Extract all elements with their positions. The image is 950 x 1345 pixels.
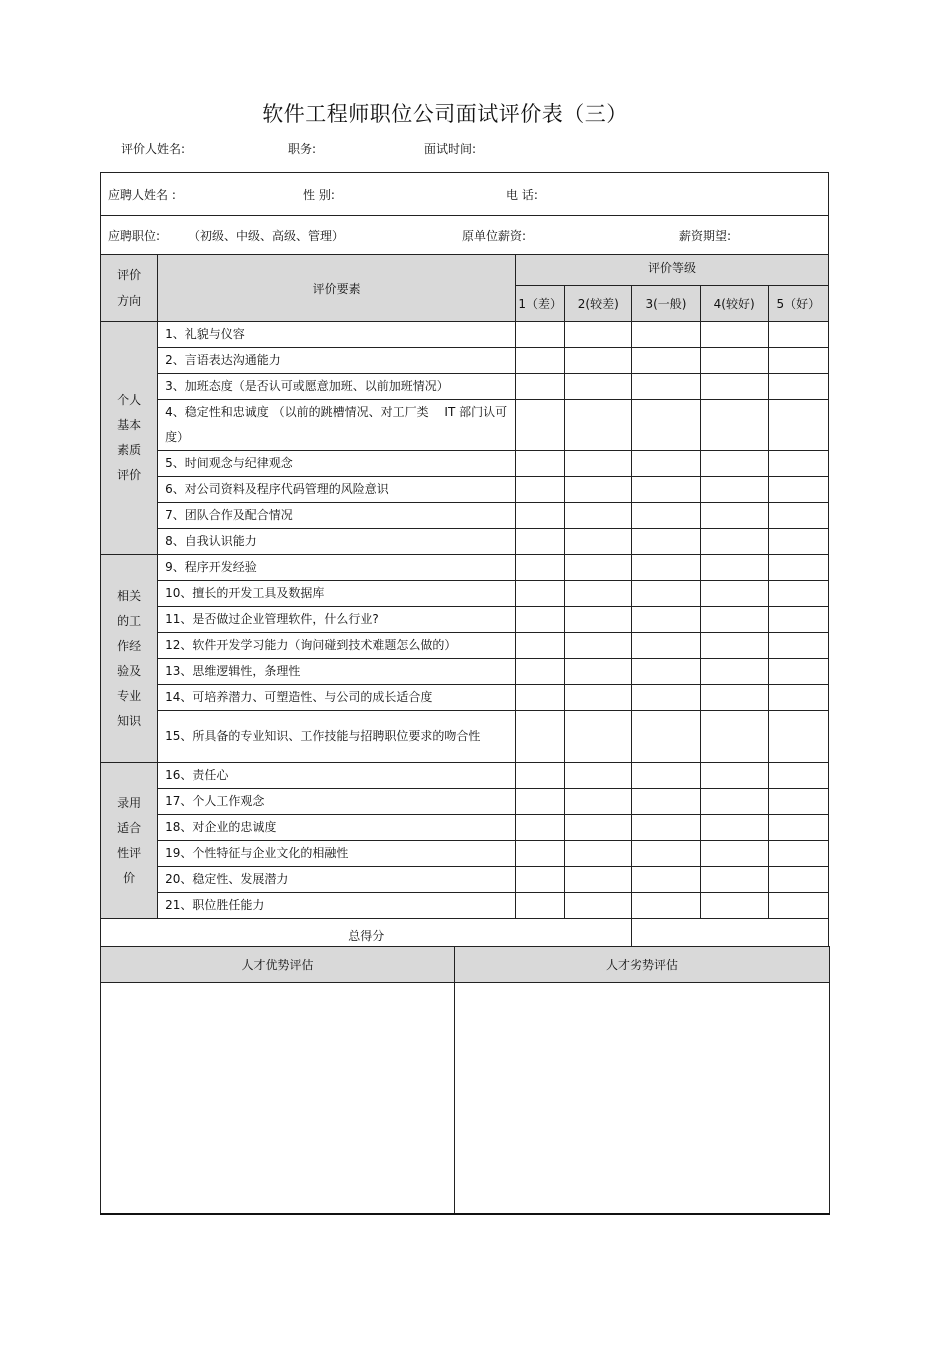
- score-cell-level-3[interactable]: [632, 659, 700, 685]
- criteria-row: [101, 503, 829, 529]
- criteria-row: [101, 867, 829, 893]
- criteria-row: [101, 400, 829, 451]
- score-cell-level-4[interactable]: [700, 815, 768, 841]
- score-cell-level-5[interactable]: [768, 400, 828, 451]
- score-cell-level-3[interactable]: [632, 477, 700, 503]
- score-cell-level-2[interactable]: [565, 322, 632, 348]
- score-cell-level-1[interactable]: [516, 815, 565, 841]
- score-cell-level-4[interactable]: [700, 477, 768, 503]
- criteria-row: [101, 374, 829, 400]
- score-cell-level-3[interactable]: [632, 529, 700, 555]
- score-cell-level-3[interactable]: [632, 374, 700, 400]
- score-cell-level-5[interactable]: [768, 607, 828, 633]
- score-cell-level-5[interactable]: [768, 867, 828, 893]
- score-cell-level-2[interactable]: [565, 555, 632, 581]
- weakness-header: 人才劣势评估: [455, 947, 830, 983]
- criteria-label: 1、礼貌与仪容: [158, 322, 516, 348]
- score-cell-level-1[interactable]: [516, 322, 565, 348]
- score-cell-level-4[interactable]: [700, 763, 768, 789]
- score-cell-level-4[interactable]: [700, 685, 768, 711]
- score-cell-level-4[interactable]: [700, 659, 768, 685]
- total-score-label: 总得分: [101, 919, 632, 952]
- score-cell-level-3[interactable]: [632, 400, 700, 451]
- criteria-row: [101, 322, 829, 348]
- score-cell-level-3[interactable]: [632, 893, 700, 919]
- elements-header: 评价要素: [158, 255, 516, 322]
- score-cell-level-1[interactable]: [516, 893, 565, 919]
- criteria-label: 17、个人工作观念: [158, 789, 516, 815]
- score-cell-level-3[interactable]: [632, 815, 700, 841]
- category-label-line: 评价: [117, 468, 142, 482]
- score-cell-level-5[interactable]: [768, 555, 828, 581]
- score-cell-level-2[interactable]: [565, 867, 632, 893]
- category-label-line: 的工: [117, 613, 142, 628]
- criteria-label: 10、擅长的开发工具及数据库: [158, 581, 516, 607]
- criteria-row: [101, 451, 829, 477]
- criteria-label: 16、责任心: [158, 763, 516, 789]
- criteria-label: 21、职位胜任能力: [158, 893, 516, 919]
- job-levels-text: （初级、中级、高级、管理）: [188, 228, 345, 243]
- score-cell-level-2[interactable]: [565, 789, 632, 815]
- criteria-label: 19、个性特征与企业文化的相融性: [158, 841, 516, 867]
- category-label-line: 基本: [117, 418, 142, 432]
- strength-header: 人才优势评估: [101, 947, 455, 983]
- score-cell-level-4[interactable]: [700, 322, 768, 348]
- score-cell-level-1[interactable]: [516, 633, 565, 659]
- criteria-label: 3、加班态度（是否认可或愿意加班、以前加班情况）: [158, 374, 516, 400]
- score-cell-level-4[interactable]: [700, 893, 768, 919]
- score-cell-level-5[interactable]: [768, 503, 828, 529]
- score-cell-level-2[interactable]: [565, 503, 632, 529]
- criteria-row: [101, 633, 829, 659]
- category-cell: [101, 322, 158, 555]
- score-cell-level-1[interactable]: [516, 659, 565, 685]
- score-cell-level-5[interactable]: [768, 841, 828, 867]
- score-cell-level-2[interactable]: [565, 400, 632, 451]
- score-cell-level-2[interactable]: [565, 763, 632, 789]
- criteria-label: 20、稳定性、发展潜力: [158, 867, 516, 893]
- category-cell: [101, 763, 158, 919]
- category-cell: [101, 555, 158, 763]
- score-cell-level-2[interactable]: [565, 815, 632, 841]
- evaluator-name-label: 评价人姓名:: [121, 142, 186, 156]
- category-label-line: 素质: [117, 443, 142, 457]
- score-cell-level-2[interactable]: [565, 659, 632, 685]
- criteria-label: 2、言语表达沟通能力: [158, 348, 516, 374]
- criteria-label: 15、所具备的专业知识、工作技能与招聘职位要求的吻合性: [158, 711, 516, 763]
- score-cell-level-4[interactable]: [700, 711, 768, 763]
- score-cell-level-2[interactable]: [565, 633, 632, 659]
- score-cell-level-1[interactable]: [516, 477, 565, 503]
- score-cell-level-4[interactable]: [700, 841, 768, 867]
- score-cell-level-2[interactable]: [565, 607, 632, 633]
- evaluation-form: [100, 172, 829, 952]
- score-cell-level-1[interactable]: [516, 374, 565, 400]
- score-cell-level-5[interactable]: [768, 815, 828, 841]
- score-cell-level-1[interactable]: [516, 581, 565, 607]
- score-cell-level-4[interactable]: [700, 374, 768, 400]
- prev-salary-label: 原单位薪资:: [462, 228, 527, 243]
- criteria-row: [101, 841, 829, 867]
- score-cell-level-1[interactable]: [516, 711, 565, 763]
- criteria-row: [101, 348, 829, 374]
- score-cell-level-5[interactable]: [768, 529, 828, 555]
- category-label-line: 个人: [117, 393, 142, 407]
- applicant-gender-label: 性 别:: [303, 187, 335, 202]
- criteria-row: [101, 789, 829, 815]
- applicant-name-label: 应聘人姓名 :: [108, 187, 176, 202]
- score-cell-level-4[interactable]: [700, 789, 768, 815]
- score-cell-level-3[interactable]: [632, 867, 700, 893]
- criteria-row: [101, 607, 829, 633]
- level-5-header: 5（好）: [768, 286, 828, 322]
- category-label-line: 录用: [117, 795, 142, 810]
- score-cell-level-2[interactable]: [565, 529, 632, 555]
- level-4-header: 4(较好): [700, 286, 768, 322]
- criteria-row: [101, 477, 829, 503]
- header-row-1: [101, 255, 829, 286]
- score-cell-level-3[interactable]: [632, 685, 700, 711]
- level-3-header: 3(一般): [632, 286, 700, 322]
- score-cell-level-3[interactable]: [632, 607, 700, 633]
- score-cell-level-1[interactable]: [516, 348, 565, 374]
- talent-assessment-table: [100, 946, 830, 1215]
- score-cell-level-5[interactable]: [768, 685, 828, 711]
- score-cell-level-3[interactable]: [632, 503, 700, 529]
- category-label-line: 知识: [117, 713, 142, 728]
- score-cell-level-3[interactable]: [632, 841, 700, 867]
- score-cell-level-1[interactable]: [516, 841, 565, 867]
- score-cell-level-4[interactable]: [700, 581, 768, 607]
- score-cell-level-4[interactable]: [700, 867, 768, 893]
- criteria-label: 18、对企业的忠诚度: [158, 815, 516, 841]
- score-cell-level-4[interactable]: [700, 400, 768, 451]
- criteria-row: [101, 529, 829, 555]
- category-label-line: 价: [123, 870, 136, 885]
- criteria-label: 14、可培养潜力、可塑造性、与公司的成长适合度: [158, 685, 516, 711]
- criteria-label: 9、程序开发经验: [158, 555, 516, 581]
- criteria-row: [101, 763, 829, 789]
- score-cell-level-2[interactable]: [565, 581, 632, 607]
- criteria-row: [101, 581, 829, 607]
- score-cell-level-3[interactable]: [632, 711, 700, 763]
- weakness-area[interactable]: [455, 983, 830, 1214]
- score-cell-level-1[interactable]: [516, 607, 565, 633]
- score-cell-level-5[interactable]: [768, 581, 828, 607]
- score-cell-level-1[interactable]: [516, 555, 565, 581]
- score-cell-level-5[interactable]: [768, 633, 828, 659]
- score-cell-level-5[interactable]: [768, 322, 828, 348]
- score-cell-level-3[interactable]: [632, 451, 700, 477]
- criteria-row: [101, 711, 829, 763]
- score-cell-level-3[interactable]: [632, 763, 700, 789]
- assessment-body-row: [101, 983, 830, 1214]
- job-info-row: [101, 216, 829, 255]
- interview-time-label: 面试时间:: [424, 142, 477, 156]
- assessment-header-row: [101, 947, 830, 983]
- criteria-label: 5、时间观念与纪律观念: [158, 451, 516, 477]
- score-cell-level-2[interactable]: [565, 893, 632, 919]
- evaluator-position-label: 职务:: [288, 142, 317, 156]
- score-cell-level-5[interactable]: [768, 659, 828, 685]
- score-cell-level-1[interactable]: [516, 685, 565, 711]
- score-cell-level-2[interactable]: [565, 711, 632, 763]
- score-cell-level-4[interactable]: [700, 633, 768, 659]
- category-label-line: 适合: [117, 820, 142, 835]
- level-2-header: 2(较差): [565, 286, 632, 322]
- score-cell-level-4[interactable]: [700, 555, 768, 581]
- strength-area[interactable]: [101, 983, 455, 1214]
- score-cell-level-5[interactable]: [768, 763, 828, 789]
- score-cell-level-5[interactable]: [768, 348, 828, 374]
- criteria-label: 13、思维逻辑性，条理性: [158, 659, 516, 685]
- criteria-row: [101, 815, 829, 841]
- score-cell-level-1[interactable]: [516, 503, 565, 529]
- category-label-line: 作经: [117, 638, 142, 653]
- direction-header: 评价 方向: [101, 255, 158, 322]
- expected-salary-label: 薪资期望:: [679, 228, 732, 243]
- criteria-label: 6、对公司资料及程序代码管理的风险意识: [158, 477, 516, 503]
- job-position-label: 应聘职位:: [108, 228, 161, 243]
- applicant-info-cell[interactable]: [101, 173, 829, 216]
- score-cell-level-5[interactable]: [768, 374, 828, 400]
- score-cell-level-4[interactable]: [700, 503, 768, 529]
- score-cell-level-2[interactable]: [565, 477, 632, 503]
- score-cell-level-3[interactable]: [632, 555, 700, 581]
- criteria-row: [101, 893, 829, 919]
- criteria-label: 7、团队合作及配合情况: [158, 503, 516, 529]
- applicant-info-row: [101, 173, 829, 216]
- score-cell-level-1[interactable]: [516, 763, 565, 789]
- score-cell-level-2[interactable]: [565, 685, 632, 711]
- category-label-line: 性评: [117, 845, 142, 860]
- score-cell-level-2[interactable]: [565, 374, 632, 400]
- criteria-row: [101, 659, 829, 685]
- score-cell-level-4[interactable]: [700, 529, 768, 555]
- score-cell-level-1[interactable]: [516, 789, 565, 815]
- category-label-line: 验及: [117, 663, 142, 678]
- score-cell-level-4[interactable]: [700, 348, 768, 374]
- score-cell-level-1[interactable]: [516, 867, 565, 893]
- score-cell-level-5[interactable]: [768, 893, 828, 919]
- score-cell-level-1[interactable]: [516, 400, 565, 451]
- score-cell-level-2[interactable]: [565, 841, 632, 867]
- applicant-phone-label: 电 话:: [506, 187, 538, 202]
- score-cell-level-2[interactable]: [565, 451, 632, 477]
- score-cell-level-4[interactable]: [700, 451, 768, 477]
- score-cell-level-3[interactable]: [632, 633, 700, 659]
- score-cell-level-1[interactable]: [516, 451, 565, 477]
- score-cell-level-5[interactable]: [768, 477, 828, 503]
- page-title: 软件工程师职位公司面试评价表（三）: [262, 102, 628, 126]
- criteria-label: 11、是否做过企业管理软件，什么行业?: [158, 607, 516, 633]
- score-cell-level-5[interactable]: [768, 789, 828, 815]
- score-cell-level-4[interactable]: [700, 607, 768, 633]
- score-cell-level-3[interactable]: [632, 581, 700, 607]
- criteria-label: 8、自我认识能力: [158, 529, 516, 555]
- score-cell-level-3[interactable]: [632, 322, 700, 348]
- criteria-row: [101, 685, 829, 711]
- category-label-line: 专业: [117, 688, 142, 703]
- grade-header: 评价等级: [516, 255, 829, 286]
- category-label-line: 相关: [117, 588, 142, 603]
- score-cell-level-5[interactable]: [768, 711, 828, 763]
- score-cell-level-5[interactable]: [768, 451, 828, 477]
- score-cell-level-2[interactable]: [565, 348, 632, 374]
- level-1-header: 1（差）: [516, 286, 565, 322]
- score-cell-level-1[interactable]: [516, 529, 565, 555]
- job-info-cell[interactable]: [101, 216, 829, 255]
- criteria-row: [101, 555, 829, 581]
- score-cell-level-3[interactable]: [632, 348, 700, 374]
- score-cell-level-3[interactable]: [632, 789, 700, 815]
- criteria-label: 4、稳定性和忠诚度 （以前的跳槽情况、对工厂类 IT 部门认可度）: [158, 400, 516, 451]
- criteria-label: 12、软件开发学习能力（询问碰到技术难题怎么做的）: [158, 633, 516, 659]
